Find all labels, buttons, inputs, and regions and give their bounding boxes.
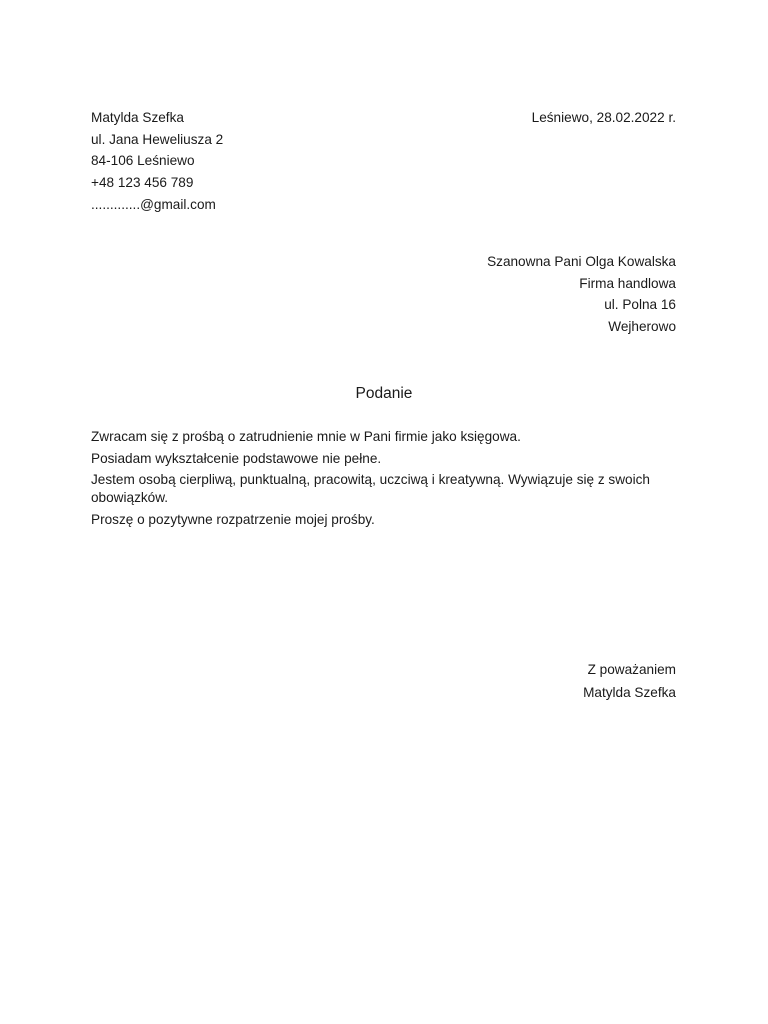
closing-block — [376, 659, 676, 704]
sender-street: ul. Jana Heweliusza 2 — [91, 131, 224, 147]
body-paragraph: Zwracam się z prośbą o zatrudnienie mnie w Pani firmie jako księgowa. — [91, 429, 521, 444]
sender-block — [91, 107, 391, 215]
body-paragraph: Proszę o pozytywne rozpatrzenie mojej prośby. — [91, 511, 375, 527]
signature-name: Matylda Szefka — [583, 684, 676, 700]
sender-city: 84-106 Leśniewo — [91, 153, 195, 169]
recipient-city: Wejherowo — [608, 319, 676, 335]
recipient-street: ul. Polna 16 — [604, 297, 676, 313]
recipient-name: Szanowna Pani Olga Kowalska — [487, 254, 676, 269]
closing-regards: Z poważaniem — [587, 662, 676, 677]
sender-name: Matylda Szefka — [91, 110, 184, 125]
recipient-block — [356, 251, 676, 338]
sender-email: .............@gmail.com — [91, 196, 216, 212]
letter-body — [91, 428, 679, 532]
letter-date: Leśniewo, 28.02.2022 r. — [531, 110, 676, 125]
document-title: Podanie — [355, 385, 413, 402]
body-paragraph: Posiadam wykształcenie podstawowe nie pełne. — [91, 450, 382, 466]
recipient-company: Firma handlowa — [579, 275, 676, 291]
body-paragraph: Jestem osobą cierpliwą, punktualną, pracowitą, uczciwą i kreatywną. Wywiązuje się z swoich obowiązków. — [91, 472, 650, 505]
sender-phone: +48 123 456 789 — [91, 175, 194, 191]
